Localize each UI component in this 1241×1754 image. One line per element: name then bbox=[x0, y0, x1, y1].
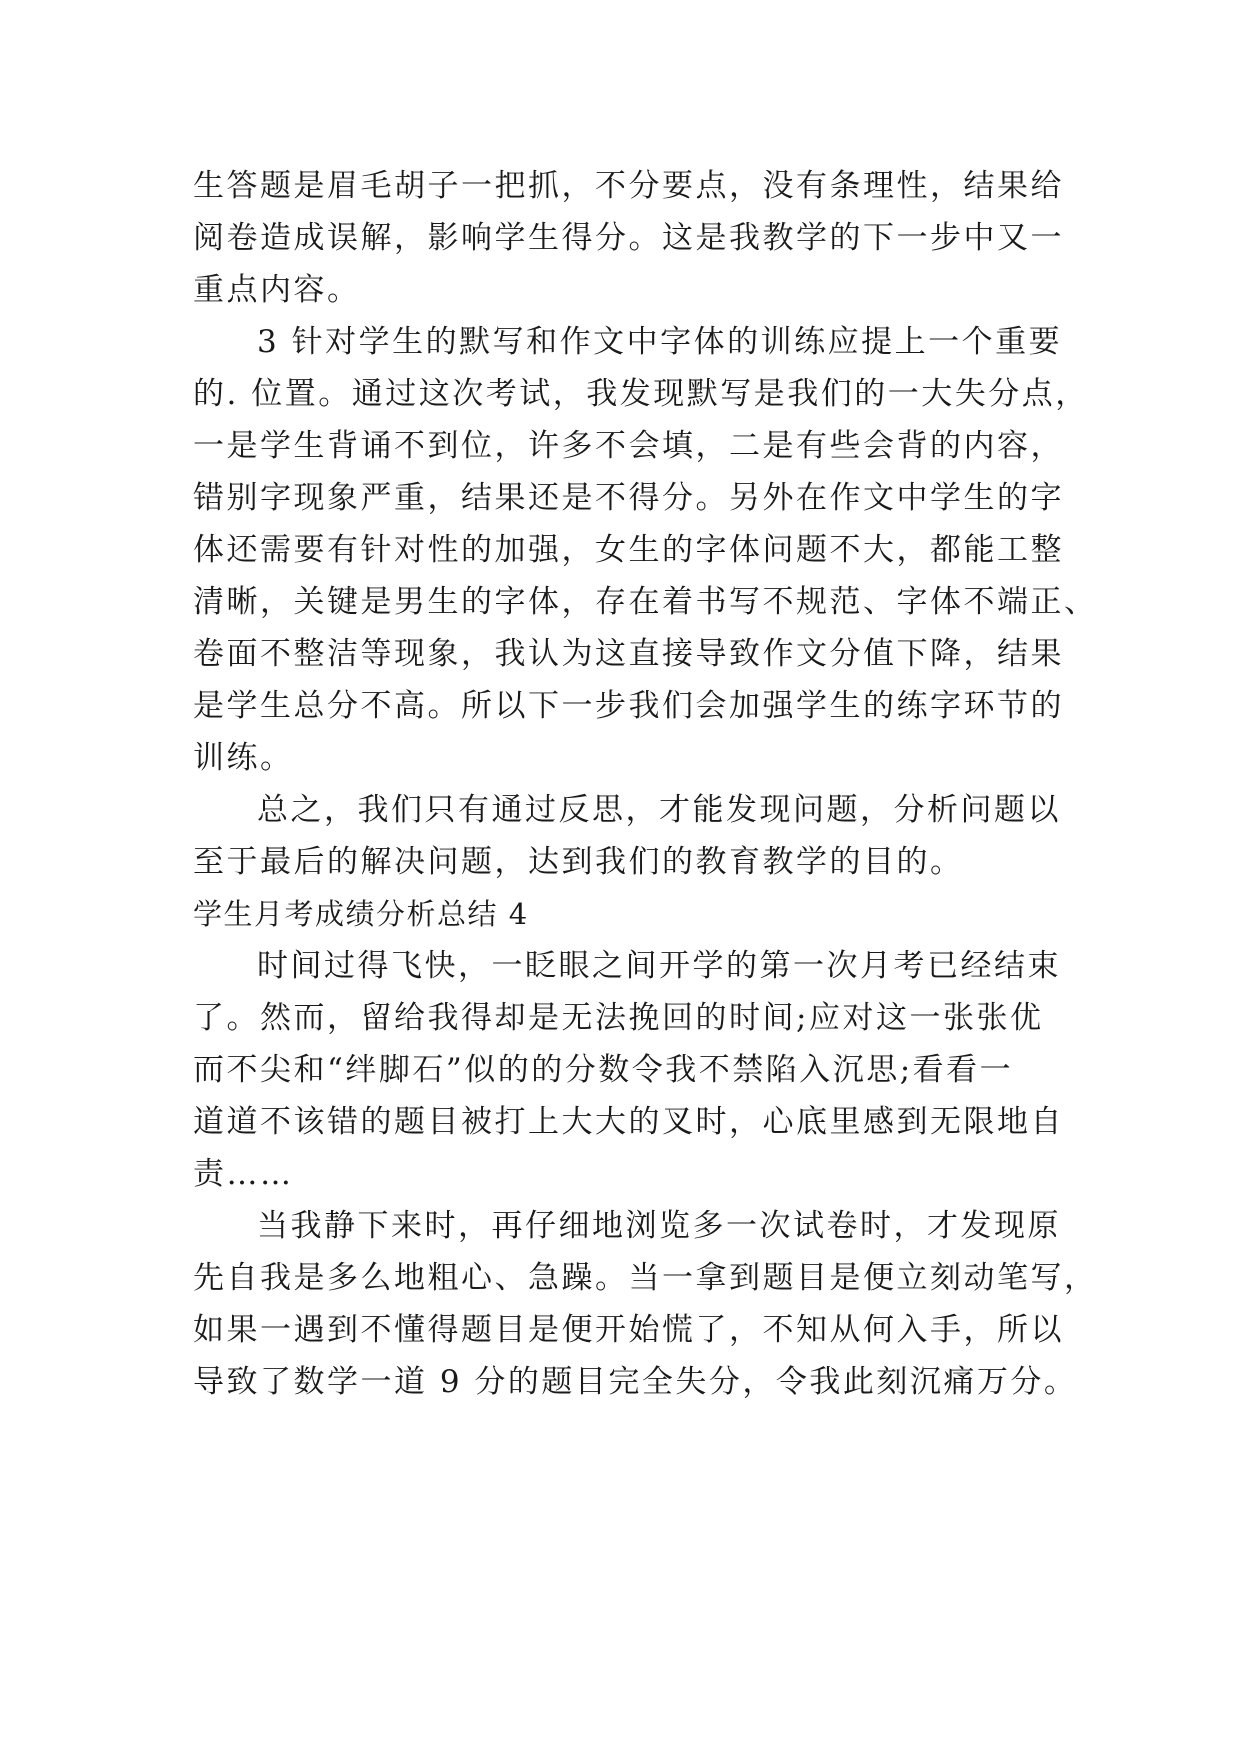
text-line: 导致了数学一道 9 分的题目完全失分，令我此刻沉痛万分。 bbox=[193, 1364, 1078, 1400]
text-line: 责…… bbox=[193, 1156, 294, 1192]
text-line: 先自我是多么地粗心、急躁。当一拿到题目是便立刻动笔写， bbox=[193, 1260, 1098, 1296]
section-heading: 学生月考成绩分析总结 4 bbox=[193, 897, 529, 931]
text-line: 的. 位置。通过这次考试，我发现默写是我们的一大失分点， bbox=[193, 376, 1089, 412]
text-line: 了。然而，留给我得却是无法挽回的时间;应对这一张张优 bbox=[193, 1000, 1044, 1036]
text-line: 如果一遇到不懂得题目是便开始慌了，不知从何入手，所以 bbox=[193, 1312, 1064, 1348]
text-line: 时间过得飞快，一眨眼之间开学的第一次月考已经结束 bbox=[257, 948, 1061, 984]
text-line: 一是学生背诵不到位，许多不会填，二是有些会背的内容， bbox=[193, 428, 1064, 464]
text-line: 3 针对学生的默写和作文中字体的训练应提上一个重要 bbox=[257, 324, 1063, 360]
text-line: 至于最后的解决问题，达到我们的教育教学的目的。 bbox=[193, 844, 964, 880]
text-line: 体还需要有针对性的加强，女生的字体问题不大，都能工整 bbox=[193, 532, 1064, 568]
text-line: 是学生总分不高。所以下一步我们会加强学生的练字环节的 bbox=[193, 688, 1064, 724]
text-line: 当我静下来时，再仔细地浏览多一次试卷时，才发现原 bbox=[257, 1208, 1061, 1244]
text-line: 总之，我们只有通过反思，才能发现问题，分析问题以 bbox=[257, 792, 1061, 828]
text-line: 清晰，关键是男生的字体，存在着书写不规范、字体不端正、 bbox=[193, 584, 1098, 620]
text-line: 生答题是眉毛胡子一把抓，不分要点，没有条理性，结果给 bbox=[193, 168, 1064, 204]
text-line: 错别字现象严重，结果还是不得分。另外在作文中学生的字 bbox=[193, 480, 1064, 516]
text-line: 阅卷造成误解，影响学生得分。这是我教学的下一步中又一 bbox=[193, 220, 1064, 256]
document-body bbox=[193, 160, 1098, 1408]
text-line: 道道不该错的题目被打上大大的叉时，心底里感到无限地自 bbox=[193, 1104, 1064, 1140]
text-line: 训练。 bbox=[193, 740, 294, 776]
text-line: 重点内容。 bbox=[193, 272, 361, 308]
text-line: 卷面不整洁等现象，我认为这直接导致作文分值下降，结果 bbox=[193, 636, 1064, 672]
text-line: 而不尖和“绊脚石”似的的分数令我不禁陷入沉思;看看一 bbox=[193, 1052, 1014, 1088]
